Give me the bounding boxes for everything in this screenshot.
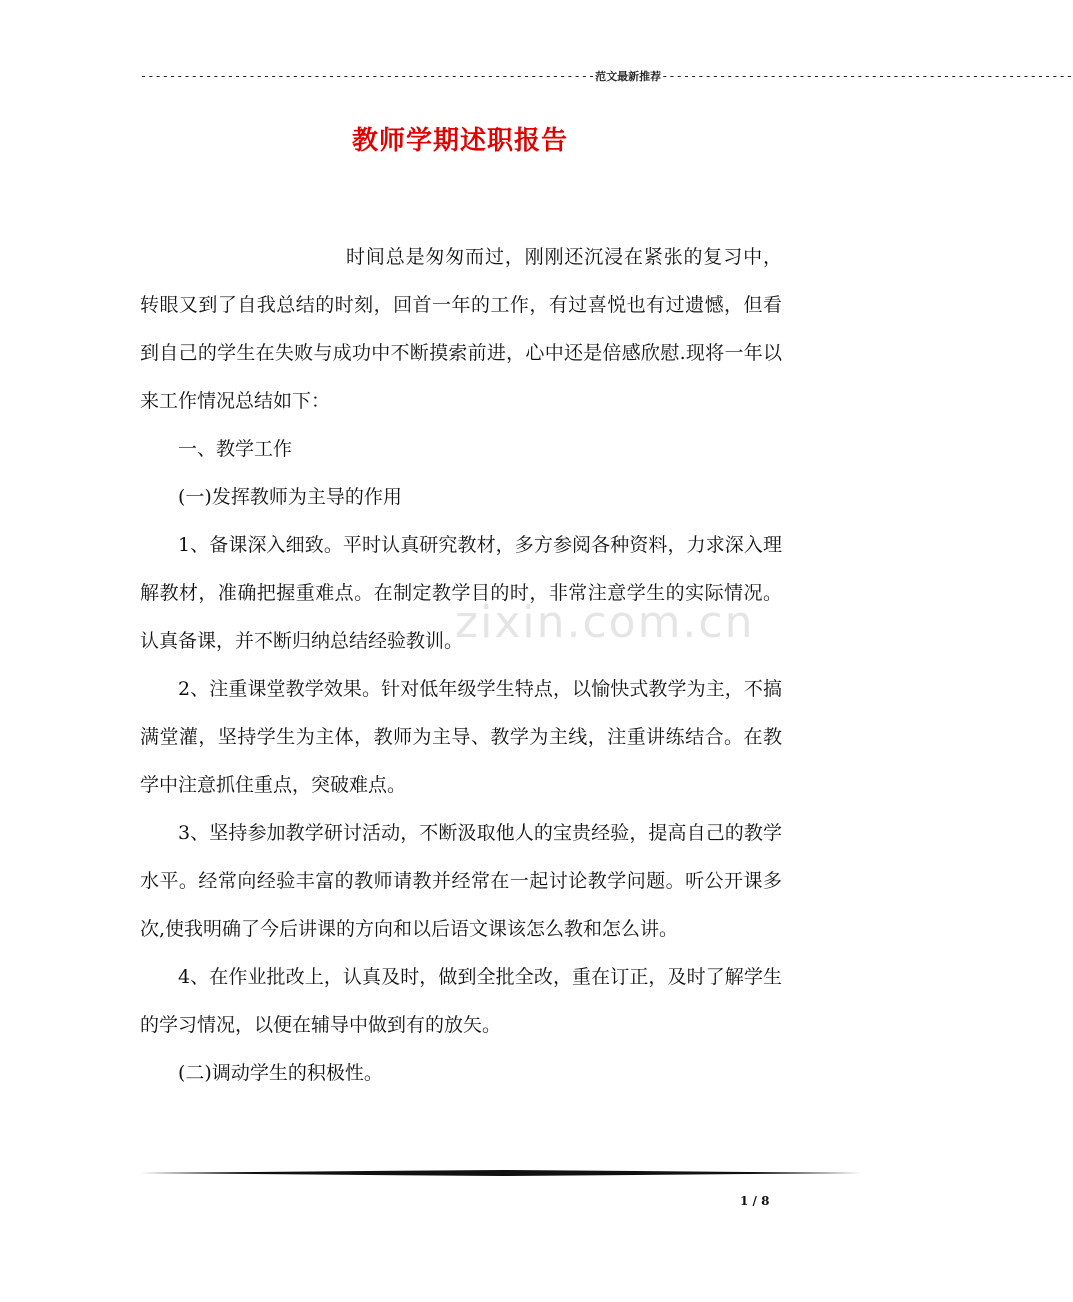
subsection-heading-1: (一)发挥教师为主导的作用 [178, 486, 402, 508]
header-left-dashes: --------------------------------------------------------------- [140, 69, 596, 83]
watermark: zixin.com.cn [455, 597, 755, 648]
header-rule [140, 68, 1073, 85]
section-heading-teaching: 一、教学工作 [178, 438, 293, 460]
subsection-heading-2: (二)调动学生的积极性。 [178, 1062, 383, 1084]
paragraph-intro: 时间总是匆匆而过，刚刚还沉浸在紧张的复习中，转眼又到了自我总结的时刻，回首一年的工作，有过喜悦也有过遗憾，但看到自己的学生在失败与成功中不断摸索前进，心中还是倍感欣慰.现将一年以来工作情况总结如下： [140, 246, 782, 412]
page-number: 1 / 8 [740, 1194, 770, 1208]
paragraph-item-1: 1、备课深入细致。平时认真研究教材，多方参阅各种资料，力求深入理解教材，准确把握重难点。在制定教学目的时，非常注意学生的实际情况。认真备课，并不断归纳总结经验教训。 [140, 534, 782, 652]
header-label: 范文最新推荐 [595, 70, 662, 83]
paragraph-item-3: 3、坚持参加教学研讨活动，不断汲取他人的宝贵经验，提高自己的教学水平。经常向经验丰富的教师请教并经常在一起讨论教学问题。听公开课多次,使我明确了今后讲课的方向和以后语文课该怎么教和怎么讲。 [140, 822, 782, 940]
document-title: 教师学期述职报告 [351, 126, 568, 156]
footer-rule [140, 1170, 862, 1176]
document-body [140, 233, 782, 1097]
header-right-dashes: --------------------------------------------------------- [661, 69, 1073, 83]
paragraph-item-4: 4、在作业批改上，认真及时，做到全批全改，重在订正，及时了解学生的学习情况，以便在辅导中做到有的放矢。 [140, 966, 782, 1036]
paragraph-item-2: 2、注重课堂教学效果。针对低年级学生特点，以愉快式教学为主，不搞满堂灌，坚持学生为主体，教师为主导、教学为主线，注重讲练结合。在教学中注意抓住重点，突破难点。 [140, 678, 782, 796]
